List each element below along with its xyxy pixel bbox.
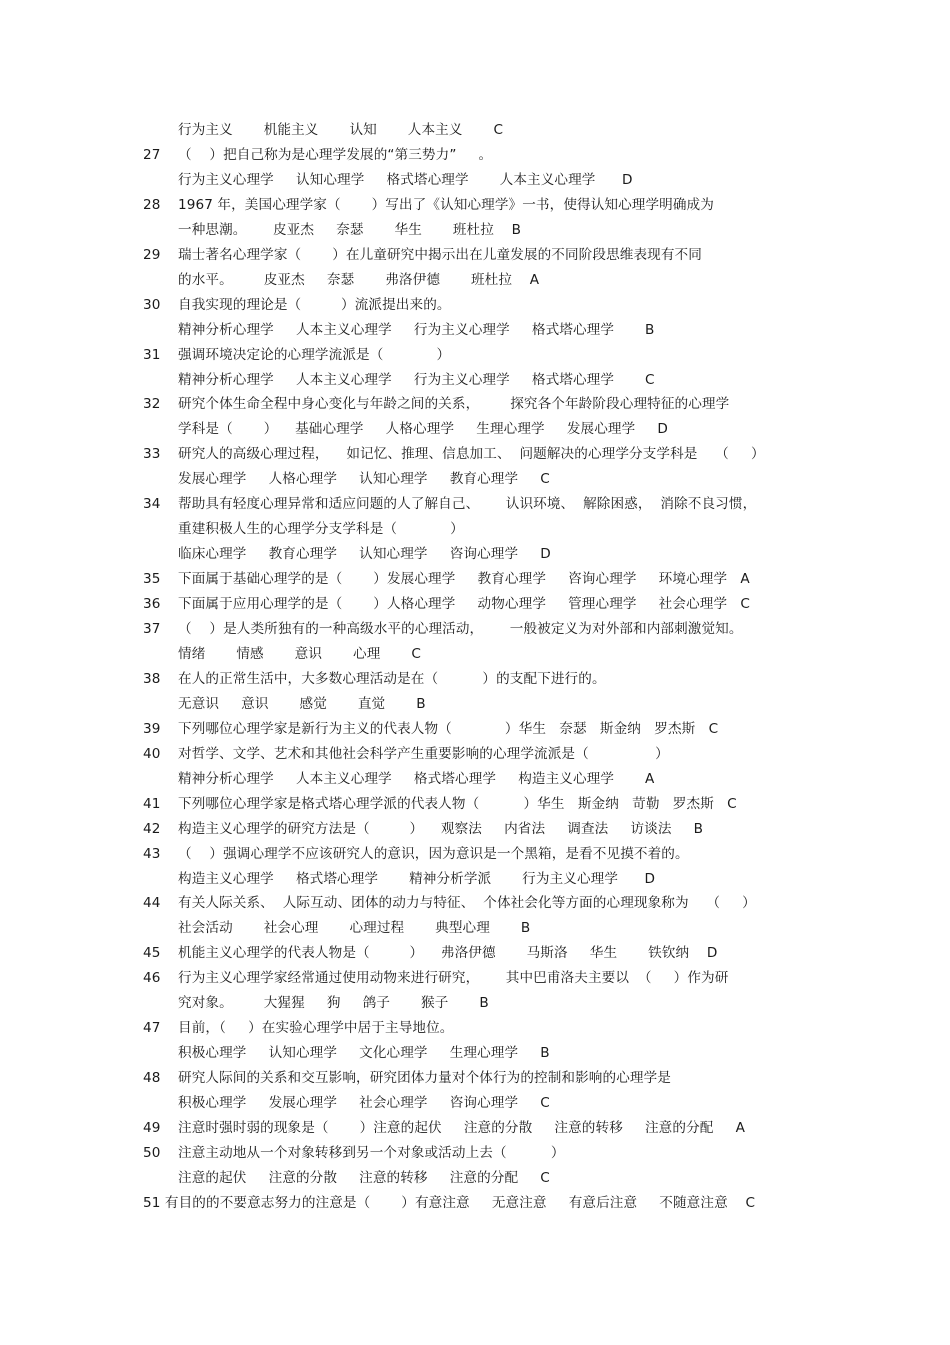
question-text: 瑞士著名心理学家（ ）在儿童研究中揭示出在儿童发展的不同阶段思维表现有不同 — [178, 246, 702, 263]
question-text: 行为主义心理学家经常通过使用动物来进行研究， 其中巴甫洛夫主要以 （ ）作为研 — [178, 970, 729, 987]
answer-line — [0, 918, 950, 938]
answer-line — [0, 694, 950, 714]
answer-options: 精神分析心理学 人本主义心理学 行为主义心理学 格式塔心理学 C — [178, 371, 655, 388]
question-text: 研究个体生命全程中身心变化与年龄之间的关系， 探究各个年龄阶段心理特征的心理学 — [178, 396, 730, 413]
question-line — [0, 145, 950, 165]
answer-options: 积极心理学 认知心理学 文化心理学 生理心理学 B — [178, 1045, 550, 1062]
question-text: 研究人际间的关系和交互影响，研究团体力量对个体行为的控制和影响的心理学是 — [178, 1070, 671, 1087]
answer-options: 积极心理学 发展心理学 社会心理学 咨询心理学 C — [178, 1095, 550, 1111]
question-number: 34 — [143, 496, 161, 513]
answer-options: 学科是（ ） 基础心理学 人格心理学 生理心理学 发展心理学 D — [178, 421, 668, 438]
question-line — [0, 744, 950, 764]
question-text: 在人的正常生活中，大多数心理活动是在（ ）的支配下进行的。 — [178, 670, 606, 687]
question-line — [0, 943, 950, 963]
question-number: 31 — [143, 346, 161, 363]
question-line — [0, 295, 950, 315]
question-text: （ ）强调心理学不应该研究人的意识，因为意识是一个黑箱，是看不见摸不着的。 — [178, 845, 689, 862]
question-number: 41 — [143, 795, 161, 812]
answer-line — [0, 170, 950, 190]
answer-line — [0, 320, 950, 340]
question-text: 下列哪位心理学家是格式塔心理学派的代表人物（ ）华生 斯金纳 苛勒 罗杰斯 C — [178, 795, 737, 812]
question-number: 38 — [143, 670, 161, 687]
question-number: 28 — [143, 196, 161, 213]
answer-options: 行为主义心理学 认知心理学 格式塔心理学 人本主义心理学 D — [178, 171, 633, 188]
answer-options: 情绪 情感 意识 心理 C — [178, 645, 421, 662]
question-number: 39 — [143, 720, 161, 737]
question-line — [0, 569, 950, 589]
question-line — [0, 245, 950, 265]
answer-line — [0, 370, 950, 390]
question-line — [0, 345, 950, 365]
question-line — [0, 669, 950, 689]
question-number: 48 — [143, 1070, 161, 1087]
question-line — [0, 893, 950, 913]
question-text: 目前，（ ）在实验心理学中居于主导地位。 — [178, 1020, 454, 1037]
question-text: 自我实现的理论是（ ）流派提出来的。 — [178, 296, 451, 313]
question-line — [0, 444, 950, 464]
answer-line — [0, 469, 950, 489]
question-number: 40 — [143, 745, 161, 762]
question-line — [0, 794, 950, 814]
question-text: 1967 年，美国心理学家（ ）写出了《认知心理学》一书，使得认知心理学明确成为 — [178, 196, 714, 213]
question-line — [0, 394, 950, 414]
question-line — [0, 494, 950, 514]
answer-options: 重建积极人生的心理学分支学科是（ ） — [178, 521, 464, 538]
answer-options: 注意的起伏 注意的分散 注意的转移 注意的分配 C — [178, 1169, 550, 1186]
question-number: 50 — [143, 1144, 161, 1161]
answer-options: 一种思潮。 皮亚杰 奈瑟 华生 班杜拉 B — [178, 221, 522, 238]
question-text: 下面属于基础心理学的是（ ）发展心理学 教育心理学 咨询心理学 环境心理学 A — [178, 571, 750, 588]
answer-options: 社会活动 社会心理 心理过程 典型心理 B — [178, 920, 531, 937]
answer-line — [0, 1043, 950, 1063]
question-text: 构造主义心理学的研究方法是（ ） 观察法 内省法 调查法 访谈法 B — [178, 820, 704, 837]
question-line — [0, 619, 950, 639]
question-text: 研究人的高级心理过程， 如记忆、推理、信息加工、 问题解决的心理学分支学科是 （ ） — [178, 446, 765, 463]
question-text: 下列哪位心理学家是新行为主义的代表人物（ ）华生 奈瑟 斯金纳 罗杰斯 C — [178, 720, 719, 737]
question-number: 47 — [143, 1020, 161, 1037]
question-text: 51 有目的的不要意志努力的注意是（ ）有意注意 无意注意 有意后注意 不随意注意 C — [143, 1194, 756, 1211]
answer-options: 的水平。 皮亚杰 奈瑟 弗洛伊德 班杜拉 A — [178, 271, 540, 288]
question-number: 37 — [143, 621, 161, 637]
answer-options: 临床心理学 教育心理学 认知心理学 咨询心理学 D — [178, 546, 551, 563]
question-text: 注意主动地从一个对象转移到另一个对象或活动上去（ ） — [178, 1144, 565, 1161]
question-text: 下面属于应用心理学的是（ ）人格心理学 动物心理学 管理心理学 社会心理学 C — [178, 596, 751, 612]
question-number: 42 — [143, 820, 161, 837]
question-number: 29 — [143, 246, 161, 263]
question-number: 44 — [143, 895, 161, 912]
answer-options: 发展心理学 人格心理学 认知心理学 教育心理学 C — [178, 471, 550, 488]
question-line — [0, 819, 950, 839]
question-line — [0, 1143, 950, 1163]
question-line — [0, 594, 950, 614]
question-text: 强调环境决定论的心理学流派是（ ） — [178, 346, 451, 363]
answer-line — [0, 869, 950, 889]
answer-options: 行为主义 机能主义 认知 人本主义 C — [178, 122, 504, 138]
question-text: 有关人际关系、 人际互动、团体的动力与特征、 个体社会化等方面的心理现象称为 （ ） — [178, 895, 756, 912]
answer-line — [0, 769, 950, 789]
answer-line — [0, 120, 950, 140]
question-number: 35 — [143, 571, 161, 588]
question-number: 27 — [143, 146, 161, 163]
answer-line — [0, 1168, 950, 1188]
answer-line — [0, 644, 950, 664]
answer-options: 无意识 意识 感觉 直觉 B — [178, 695, 426, 712]
question-line — [0, 844, 950, 864]
question-text: 机能主义心理学的代表人物是（ ） 弗洛伊德 马斯洛 华生 铁钦纳 D — [178, 945, 718, 962]
answer-options: 究对象。 大猩猩 狗 鸽子 猴子 B — [178, 995, 489, 1012]
question-text: 帮助具有轻度心理异常和适应问题的人了解自己、 认识环境、 解除困惑， 消除不良习惯， — [178, 496, 757, 513]
answer-line — [0, 419, 950, 439]
question-number: 46 — [143, 970, 161, 987]
question-number: 43 — [143, 845, 161, 862]
question-text: 注意时强时弱的现象是（ ）注意的起伏 注意的分散 注意的转移 注意的分配 A — [178, 1120, 745, 1136]
answer-line — [0, 993, 950, 1013]
question-number: 32 — [143, 396, 161, 413]
question-number: 33 — [143, 446, 161, 463]
question-line — [0, 1118, 950, 1138]
answer-line — [0, 544, 950, 564]
answer-options: 精神分析心理学 人本主义心理学 格式塔心理学 构造主义心理学 A — [178, 770, 655, 787]
question-line — [0, 1193, 950, 1213]
question-text: 对哲学、文学、艺术和其他社会科学产生重要影响的心理学流派是（ ） — [178, 745, 669, 762]
question-line — [0, 195, 950, 215]
answer-line — [0, 519, 950, 539]
question-line — [0, 1068, 950, 1088]
answer-line — [0, 220, 950, 240]
answer-line — [0, 1093, 950, 1113]
question-number: 49 — [143, 1120, 161, 1136]
question-line — [0, 968, 950, 988]
question-number: 36 — [143, 596, 161, 612]
answer-options: 精神分析心理学 人本主义心理学 行为主义心理学 格式塔心理学 B — [178, 321, 655, 338]
answer-line — [0, 270, 950, 290]
question-line — [0, 719, 950, 739]
question-number: 45 — [143, 945, 161, 962]
question-number: 30 — [143, 296, 161, 313]
answer-options: 构造主义心理学 格式塔心理学 精神分析学派 行为主义心理学 D — [178, 870, 656, 887]
question-text: （ ）把自己称为是心理学发展的“第三势力” 。 — [178, 146, 493, 163]
question-line — [0, 1018, 950, 1038]
question-text: （ ）是人类所独有的一种高级水平的心理活动， 一般被定义为对外部和内部刺激觉知。 — [178, 621, 743, 637]
